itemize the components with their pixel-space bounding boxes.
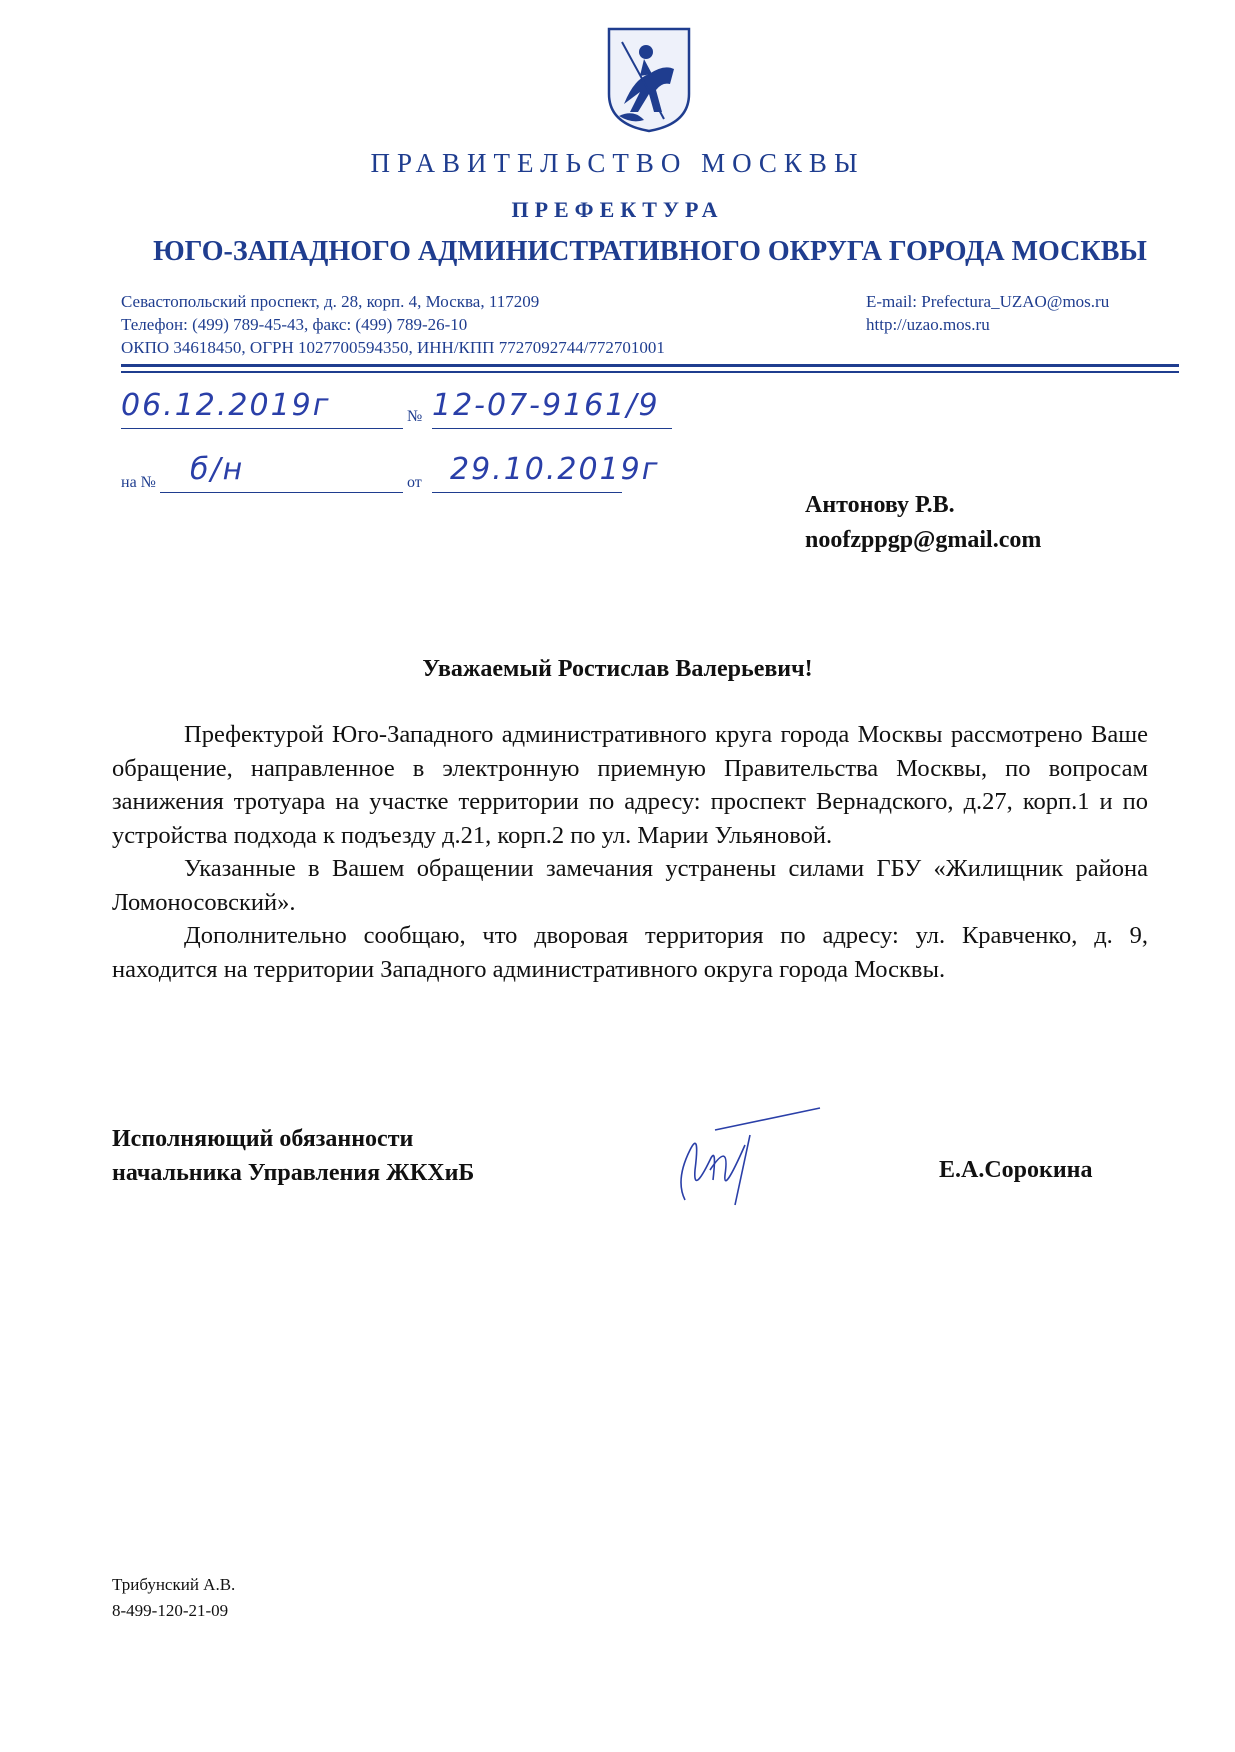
- header-divider-thick: [121, 364, 1179, 367]
- from-label: от: [407, 474, 422, 491]
- recipient-name: Антонову Р.В.: [805, 492, 955, 518]
- ref-date-field: [432, 452, 660, 493]
- signatory-position: [112, 1122, 474, 1190]
- contact-block: [866, 290, 1109, 336]
- executor-name: Трибунский А.В.: [112, 1575, 236, 1594]
- handwritten-signature: [655, 1100, 825, 1210]
- executor-block: [112, 1572, 235, 1624]
- recipient-email: noofzppgp@gmail.com: [805, 527, 1042, 553]
- moscow-coat-of-arms-emblem: [604, 24, 694, 134]
- executor-phone: 8-499-120-21-09: [112, 1601, 229, 1620]
- address-block: [121, 290, 665, 359]
- recipient-block: [805, 488, 1041, 558]
- address-line: Севастопольский проспект, д. 28, корп. 4, Москва, 117209: [121, 292, 540, 311]
- prefecture-title: ПРЕФЕКТУРА: [511, 197, 724, 222]
- position-line: начальника Управления ЖКХиБ: [112, 1160, 475, 1186]
- phone-line: Телефон: (499) 789-45-43, факс: (499) 789-26-10: [121, 315, 468, 334]
- outgoing-date-field: [121, 388, 403, 429]
- header-divider-thin: [121, 371, 1179, 373]
- outgoing-date: 06.12.2019г: [121, 388, 331, 423]
- government-title: ПРАВИТЕЛЬСТВО МОСКВЫ: [370, 148, 865, 178]
- ref-number-label: на №: [121, 474, 156, 491]
- body-paragraph: Указанные в Вашем обращении замечания устранены силами ГБУ «Жилищник района Ломоносовский».: [112, 855, 1148, 916]
- website-line: http://uzao.mos.ru: [866, 315, 990, 334]
- email-line: E-mail: Prefectura_UZAO@mos.ru: [866, 292, 1110, 311]
- signatory-name: Е.А.Сорокина: [939, 1157, 1093, 1183]
- body-paragraph: Дополнительно сообщаю, что дворовая территория по адресу: ул. Кравченко, д. 9, находится на территории Западного административного округа города Москвы.: [112, 922, 1148, 983]
- ref-date: 29.10.2019г: [450, 452, 660, 487]
- outgoing-number-field: [432, 388, 672, 429]
- ref-number: б/н: [190, 452, 245, 487]
- position-line: Исполняющий обязанности: [112, 1126, 414, 1152]
- district-title: ЮГО-ЗАПАДНОГО АДМИНИСТРАТИВНОГО ОКРУГА ГОРОДА МОСКВЫ: [153, 236, 1147, 267]
- outgoing-number: 12-07-9161/9: [432, 388, 660, 423]
- body-paragraph: Префектурой Юго-Западного административного круга города Москвы рассмотрено Ваше обращение, направленное в электронную приемную Правительства Москвы, по вопросам занижения тротуара на участке территории по адресу: проспект Вернадского, д.27, корп.1 и по устройства подхода к подъезду д.21, корп.2 по ул. Марии Ульяновой.: [112, 721, 1148, 849]
- registry-codes-line: ОКПО 34618450, ОГРН 1027700594350, ИНН/КПП 7727092744/772701001: [121, 338, 665, 357]
- greeting: Уважаемый Ростислав Валерьевич!: [422, 656, 813, 682]
- letter-body: [112, 718, 1148, 986]
- number-label: №: [407, 408, 423, 425]
- ref-number-field: [160, 452, 403, 493]
